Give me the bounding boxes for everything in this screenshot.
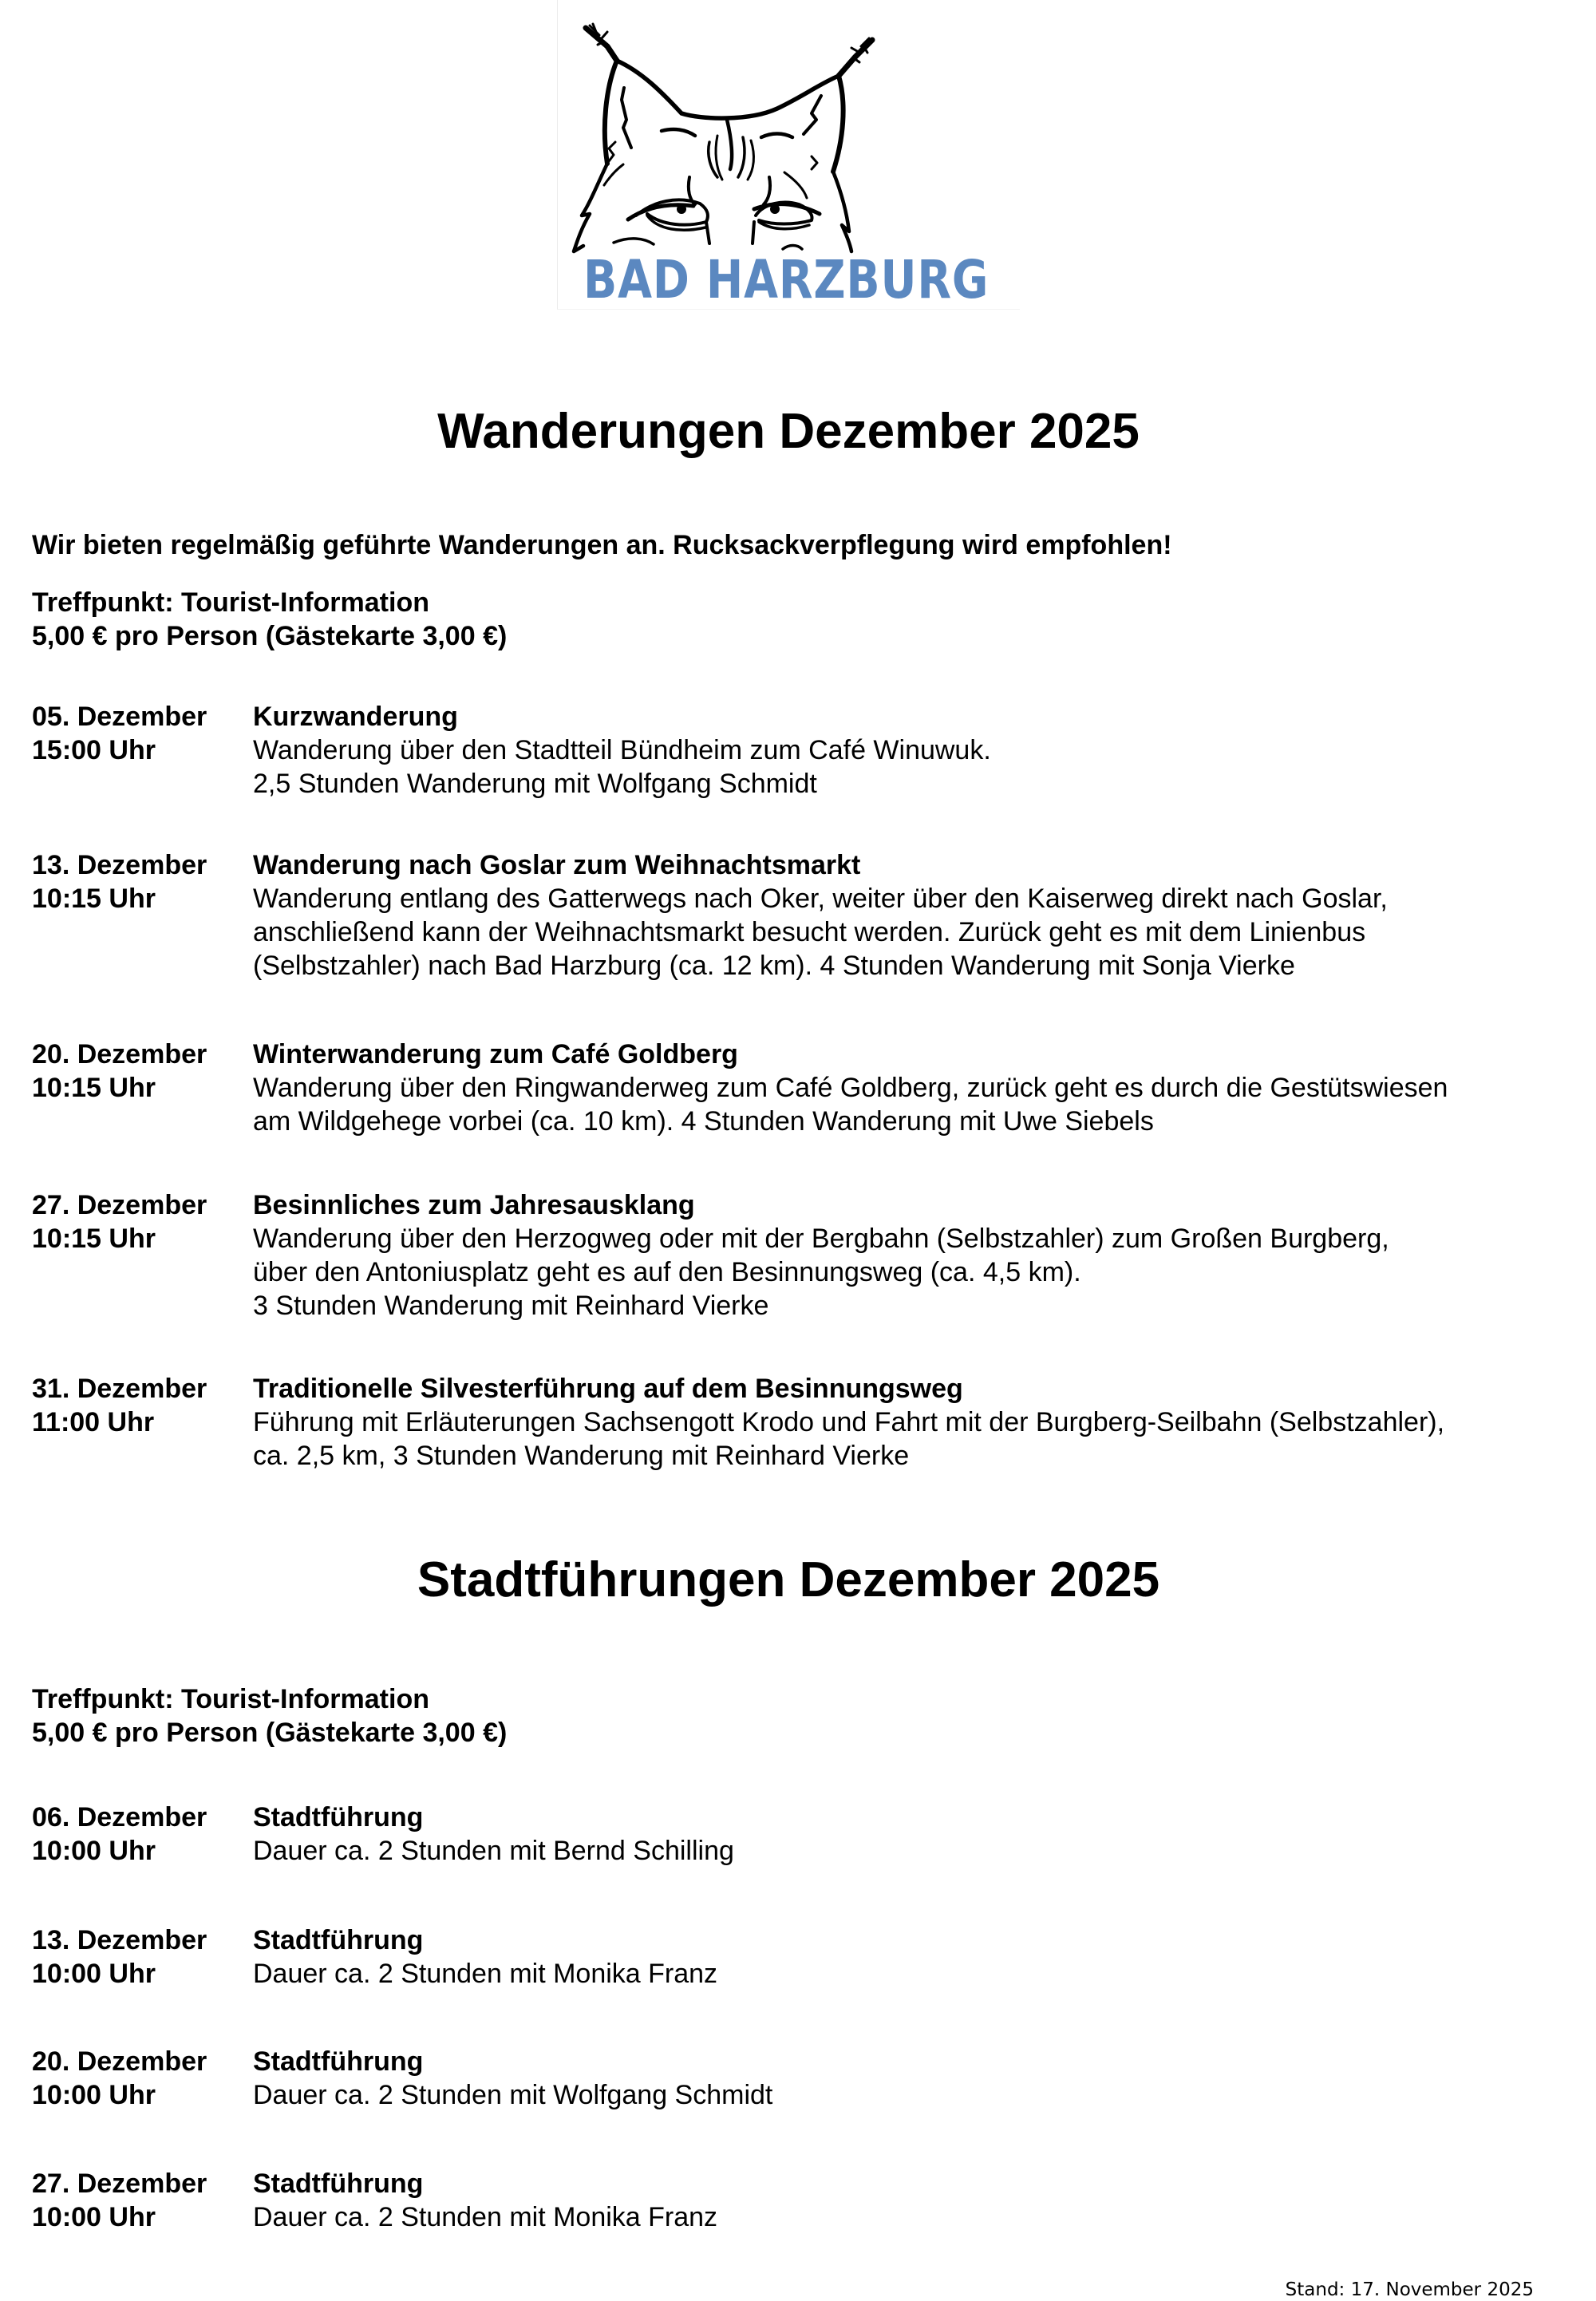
wanderungen-title: Wanderungen Dezember 2025 xyxy=(437,404,1140,459)
wanderungen-meeting-point: Treffpunkt: Tourist-Information xyxy=(32,587,429,618)
event-description-line: 2,5 Stunden Wanderung mit Wolfgang Schmidt xyxy=(253,769,817,799)
stadtfuehrungen-title: Stadtführungen Dezember 2025 xyxy=(417,1552,1160,1607)
event-description-line: über den Antoniusplatz geht es auf den Besinnungsweg (ca. 4,5 km). xyxy=(253,1257,1081,1287)
event-title: Winterwanderung zum Café Goldberg xyxy=(253,1039,738,1069)
event-time: 11:00 Uhr xyxy=(32,1407,155,1437)
logo xyxy=(557,0,1020,310)
event-date: 06. Dezember xyxy=(32,1802,207,1832)
wanderungen-price: 5,00 € pro Person (Gästekarte 3,00 €) xyxy=(32,621,508,651)
event-description-line: Dauer ca. 2 Stunden mit Monika Franz xyxy=(253,2202,718,2232)
event-description-line: 3 Stunden Wanderung mit Reinhard Vierke xyxy=(253,1291,769,1321)
wanderungen-intro: Wir bieten regelmäßig geführte Wanderungen an. Rucksackverpflegung wird empfohlen! xyxy=(32,530,1172,560)
event-time: 10:00 Uhr xyxy=(32,2080,156,2110)
event-description-line: Wanderung über den Herzogweg oder mit der Bergbahn (Selbstzahler) zum Großen Burgberg, xyxy=(253,1224,1389,1254)
footer-stand-date: Stand: 17. November 2025 xyxy=(1285,2279,1534,2300)
event-title: Stadtführung xyxy=(253,2169,424,2199)
event-time: 10:00 Uhr xyxy=(32,2202,156,2232)
event-date: 20. Dezember xyxy=(32,1039,207,1069)
event-title: Stadtführung xyxy=(253,2046,424,2077)
event-description-line: Wanderung entlang des Gatterwegs nach Oker, weiter über den Kaiserweg direkt nach Goslar, xyxy=(253,884,1388,914)
event-description-line: Wanderung über den Ringwanderweg zum Café Goldberg, zurück geht es durch die Gestütswiesen xyxy=(253,1073,1448,1103)
stadtfuehrungen-price: 5,00 € pro Person (Gästekarte 3,00 €) xyxy=(32,1718,508,1748)
event-description-line: (Selbstzahler) nach Bad Harzburg (ca. 12 km). 4 Stunden Wanderung mit Sonja Vierke xyxy=(253,951,1295,981)
event-title: Stadtführung xyxy=(253,1925,424,1955)
event-description-line: am Wildgehege vorbei (ca. 10 km). 4 Stunden Wanderung mit Uwe Siebels xyxy=(253,1106,1154,1137)
logo-text: BAD HARZBURG xyxy=(583,249,990,310)
event-description-line: Führung mit Erläuterungen Sachsengott Krodo und Fahrt mit der Burgberg-Seilbahn (Selbstzahler), xyxy=(253,1407,1445,1437)
event-title: Traditionelle Silvesterführung auf dem Besinnungsweg xyxy=(253,1374,963,1404)
event-time: 10:15 Uhr xyxy=(32,1073,156,1103)
event-time: 15:00 Uhr xyxy=(32,735,156,765)
event-time: 10:15 Uhr xyxy=(32,1224,156,1254)
event-date: 27. Dezember xyxy=(32,1190,207,1220)
lynx-head-icon xyxy=(558,0,1021,255)
event-time: 10:15 Uhr xyxy=(32,884,156,914)
event-time: 10:00 Uhr xyxy=(32,1959,156,1989)
event-date: 05. Dezember xyxy=(32,702,207,732)
event-description-line: Wanderung über den Stadtteil Bündheim zum Café Winuwuk. xyxy=(253,735,991,765)
event-description-line: anschließend kann der Weihnachtsmarkt besucht werden. Zurück geht es mit dem Linienbus xyxy=(253,917,1366,947)
event-date: 13. Dezember xyxy=(32,850,207,880)
event-description-line: Dauer ca. 2 Stunden mit Wolfgang Schmidt xyxy=(253,2080,773,2110)
event-title: Besinnliches zum Jahresausklang xyxy=(253,1190,695,1220)
event-date: 13. Dezember xyxy=(32,1925,207,1955)
event-date: 20. Dezember xyxy=(32,2046,207,2077)
event-date: 31. Dezember xyxy=(32,1374,207,1404)
stadtfuehrungen-meeting-point: Treffpunkt: Tourist-Information xyxy=(32,1684,429,1714)
event-title: Kurzwanderung xyxy=(253,702,458,732)
event-time: 10:00 Uhr xyxy=(32,1836,156,1866)
left-ear-tuft xyxy=(586,28,617,61)
event-description-line: Dauer ca. 2 Stunden mit Bernd Schilling xyxy=(253,1836,734,1866)
event-description-line: Dauer ca. 2 Stunden mit Monika Franz xyxy=(253,1959,718,1989)
event-description-line: ca. 2,5 km, 3 Stunden Wanderung mit Reinhard Vierke xyxy=(253,1441,910,1471)
event-title: Stadtführung xyxy=(253,1802,424,1832)
event-title: Wanderung nach Goslar zum Weihnachtsmarkt xyxy=(253,850,861,880)
event-date: 27. Dezember xyxy=(32,2169,207,2199)
